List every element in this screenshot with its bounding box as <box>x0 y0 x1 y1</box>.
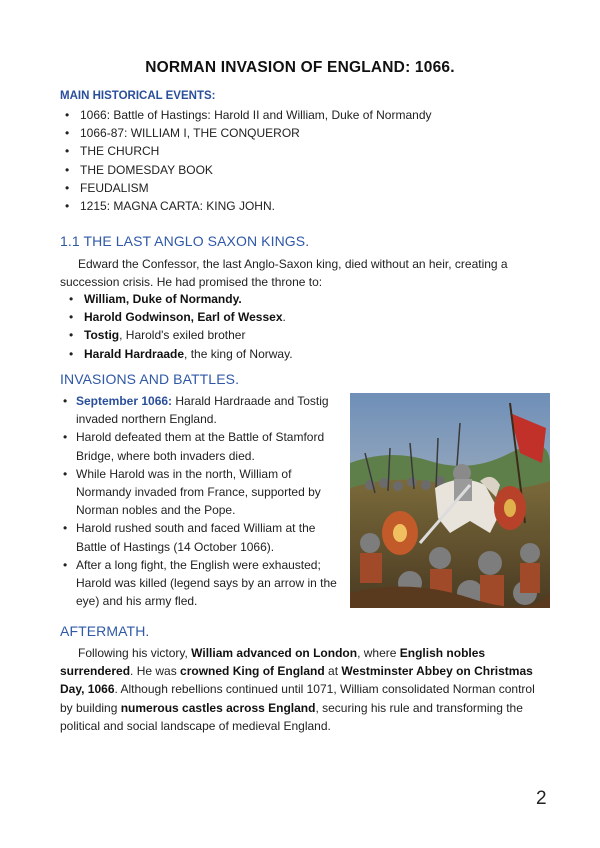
list-item: • 1066: Battle of Hastings: Harold II and William, Duke of Normandy <box>64 106 534 124</box>
list-item <box>60 392 346 428</box>
section-heading-last-kings: 1.1 THE LAST ANGLO SAXON KINGS. <box>60 233 310 249</box>
item-text: Harold defeated them at the Battle of Stamford Bridge, where both invaders died. <box>76 430 325 463</box>
events-list <box>64 106 534 215</box>
list-item: • THE CHURCH <box>64 142 534 160</box>
section-heading-invasions: INVASIONS AND BATTLES. <box>60 371 240 387</box>
list-item <box>60 465 346 520</box>
battle-painting-image <box>350 393 550 608</box>
list-item: • FEUDALISM <box>64 179 534 197</box>
text-run: , securing his rule and transforming the political and social landscape of medieval England. <box>60 700 523 733</box>
list-item: • 1066-87: WILLIAM I, THE CONQUEROR <box>64 124 534 142</box>
claimant-name: Tostig <box>84 328 120 343</box>
paragraph-text: Edward the Confessor, the last Anglo-Saxon king, died without an heir, creating a succession crisis. He had promised the throne to: <box>60 257 508 290</box>
list-item <box>68 308 538 326</box>
text-run: . Although rebellions continued until 1071, William consolidated Norman control by building <box>60 682 535 715</box>
battle-painting <box>350 393 550 608</box>
claimants-list <box>68 290 538 363</box>
item-text: Harold rushed south and faced William at the Battle of Hastings (14 October 1066). <box>76 521 316 554</box>
aftermath-paragraph <box>60 644 538 735</box>
list-item <box>60 519 346 555</box>
page-number: 2 <box>536 788 547 809</box>
list-item <box>60 428 346 464</box>
list-item <box>60 556 346 611</box>
invasions-list <box>60 392 346 610</box>
list-item <box>68 326 538 344</box>
date-lead: September 1066: <box>76 394 173 408</box>
item-text: Harald Hardraade and Tostig invaded northern England. <box>76 394 329 427</box>
bold-run: crowned King of England <box>180 664 325 679</box>
bold-run: English nobles surrendered <box>60 646 486 679</box>
claimant-desc: , Harold's exiled brother <box>119 328 246 343</box>
bold-run: William advanced on London <box>191 646 358 660</box>
list-item <box>68 345 538 363</box>
claimant-name: William, Duke of Normandy. <box>84 292 242 306</box>
item-text: While Harold was in the north, William of Normandy invaded from France, supported by Norman nobles and the Pope. <box>76 466 321 518</box>
list-item <box>68 290 538 308</box>
bold-run: Westminster Abbey on Christmas Day, 1066 <box>60 664 533 697</box>
text-run: at <box>324 664 342 679</box>
claimant-name: Harold Godwinson, Earl of Wessex <box>84 310 283 325</box>
bold-run: numerous castles across England <box>120 700 316 715</box>
claimant-name: Harald Hardraade <box>84 346 185 361</box>
text-run: . He was <box>130 664 181 679</box>
claimant-desc: , the king of Norway. <box>184 346 293 361</box>
item-text: After a long fight, the English were exhausted; Harold was killed (legend says by an arrow in the eye) and his army fled. <box>76 557 337 609</box>
text-run: Following his victory, <box>78 646 192 660</box>
claimant-desc: . <box>282 310 286 325</box>
section-heading-aftermath: AFTERMATH. <box>60 623 150 639</box>
list-item: • 1215: MAGNA CARTA: KING JOHN. <box>64 197 534 215</box>
last-kings-paragraph <box>60 255 538 291</box>
list-item: • THE DOMESDAY BOOK <box>64 161 534 179</box>
text-run: , where <box>357 646 400 660</box>
page-title: NORMAN INVASION OF ENGLAND: 1066. <box>145 59 455 76</box>
events-label: MAIN HISTORICAL EVENTS: <box>60 90 216 102</box>
